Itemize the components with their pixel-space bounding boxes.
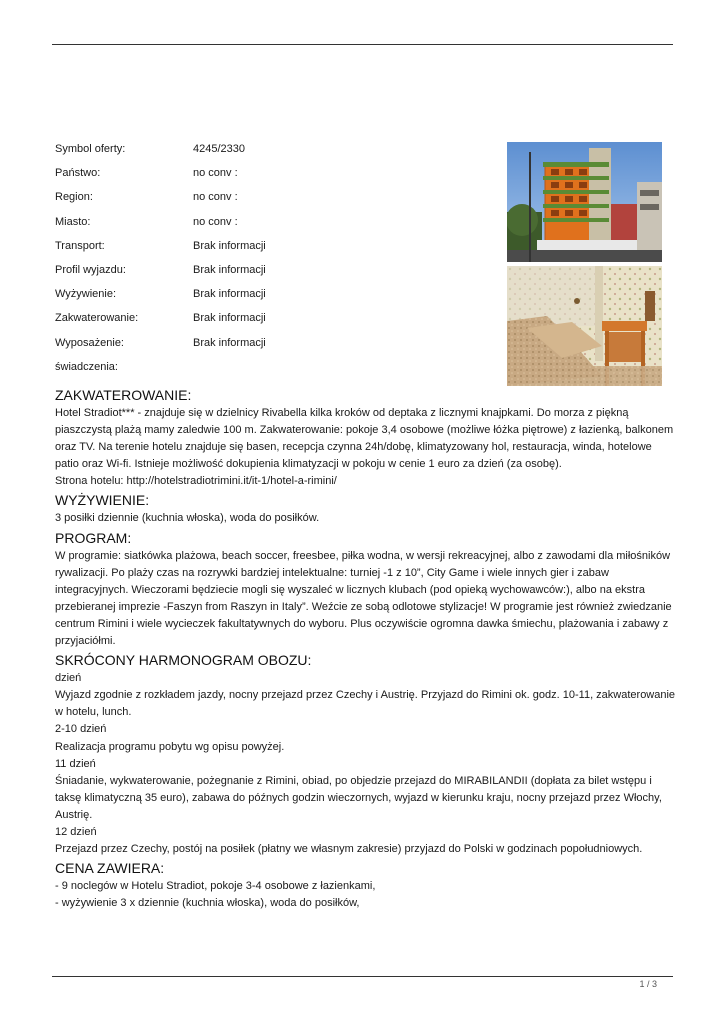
section-body	[55, 405, 680, 490]
section-heading: WYŻYWIENIE:	[55, 492, 150, 509]
hotel-exterior-photo	[507, 142, 662, 262]
text-line: taksę klimatyczną 35 euro), zabawa do późnych godzin wieczornych, wyjazd w kierunku kraju, nocny przejazd przez Włochy,	[55, 791, 662, 804]
offer-info-label: Transport:	[55, 239, 105, 252]
text-line: patio oraz Wi-fi. Istnieje możliwość dokupienia klimatyzacji w pokoju w cenie 1 euro za dzień (za osobę).	[55, 458, 562, 471]
offer-info-row	[55, 238, 475, 262]
offer-description	[55, 386, 680, 913]
text-line: 3 posiłki dziennie (kuchnia włoska), woda do posiłków.	[55, 512, 320, 525]
offer-info-value: no conv :	[193, 191, 238, 204]
text-line: rywalizacji. Po plaży czas na rozrywki bardziej intelektualne: turniej -1 z 10”, City Game i wiele innych gier i zabaw	[55, 566, 609, 579]
text-line: przyjaciółmi.	[55, 635, 116, 648]
text-line: Austrię.	[55, 808, 93, 821]
offer-info-value: Brak informacji	[193, 312, 266, 325]
offer-info-label: świadczenia:	[55, 360, 118, 373]
offer-info-row	[55, 141, 475, 165]
offer-info-row	[55, 310, 475, 334]
offer-info-value: Brak informacji	[193, 263, 266, 276]
text-line: 12 dzień	[55, 825, 97, 838]
page-number: 1 / 3	[639, 979, 657, 989]
section-heading: SKRÓCONY HARMONOGRAM OBOZU:	[55, 652, 312, 669]
section-price-includes	[55, 859, 680, 912]
text-line: przebieranej imprezie -Faszyn from Raszyn in Italy”. Weźcie ze sobą odlotowe stylizacje! W programie jest również zwiedzanie	[55, 600, 672, 613]
offer-info-row	[55, 165, 475, 189]
offer-info-row	[55, 262, 475, 286]
offer-info-label: Zakwaterowanie:	[55, 312, 139, 325]
text-line: Przejazd przez Czechy, postój na posiłek (płatny we własnym zakresie) przyjazd do Polski w godzinach popołudniowych.	[55, 843, 643, 856]
offer-info-value: no conv :	[193, 215, 238, 228]
text-line: - wyżywienie 3 x dziennie (kuchnia włoska), woda do posiłków,	[55, 897, 360, 910]
text-line: integracyjnych. Wieczorami będziecie mogli się wyszaleć w licznych klubach (pod opieką wychowawców:), albo na ekstra	[55, 583, 645, 596]
offer-info-row	[55, 359, 475, 383]
offer-info-label: Symbol oferty:	[55, 143, 126, 155]
text-line: Wyjazd zgodnie z rozkładem jazdy, nocny przejazd przez Czechy i Austrię. Przyjazd do Rimini ok. godz. 10-11, zakwaterowanie	[55, 689, 676, 702]
section-heading: CENA ZAWIERA:	[55, 860, 165, 877]
hotel-room-photo	[507, 266, 662, 386]
text-line: piaszczystą plażą mamy zaledwie 100 m. Zakwaterowanie: pokoje 3,4 osobowe (możliwe łóżka piętrowe) z łazienką, balkonem	[55, 424, 674, 437]
offer-info-value: Brak informacji	[193, 288, 266, 301]
offer-info-value: 4245/2330	[193, 143, 245, 155]
text-line: Śniadanie, wykwaterowanie, pożegnanie z Rimini, obiad, po objedzie przejazd do MIRABILANDII (dopłata za bilet wstępu i	[55, 774, 652, 787]
offer-info-label: Miasto:	[55, 215, 91, 228]
section-heading: ZAKWATEROWANIE:	[55, 387, 192, 403]
offer-info-value: Brak informacji	[193, 336, 266, 349]
offer-info-label: Region:	[55, 191, 93, 204]
text-line: w hotelu, lunch.	[55, 706, 132, 719]
text-line: 2-10 dzień	[55, 723, 107, 736]
offer-info-row	[55, 335, 475, 359]
offer-info-label: Profil wyjazdu:	[55, 263, 126, 276]
hotel-website-line[interactable]: Strona hotelu: http://hotelstradiotrimini.it/it-1/hotel-a-rimini/	[55, 475, 337, 488]
text-line: Hotel Stradiot*** - znajduje się w dzielnicy Rivabella kilka kroków od deptaka z licznymi knajpkami. Do morza z piękną	[55, 407, 629, 419]
text-line: Realizacja programu pobytu wg opisu powyżej.	[55, 740, 285, 753]
offer-info-label: Wyżywienie:	[55, 288, 117, 301]
section-schedule	[55, 651, 680, 858]
section-program	[55, 529, 680, 651]
offer-info-row	[55, 214, 475, 238]
footer-rule	[52, 976, 673, 977]
section-heading: PROGRAM:	[55, 529, 132, 546]
header-rule	[52, 44, 673, 45]
offer-info-value: no conv :	[193, 167, 238, 180]
text-line: oraz TV. Na terenie hotelu znajduje się basen, recepcja czynna 24h/dobę, klimatyzowany hol, restauracja, winda, hotelowe	[55, 441, 652, 454]
text-line: centrum Rimini i wiele wycieczek fakultatywnych do wyboru. Plus oczywiście ogromna dawka śmiechu, plażowania i zabawy z	[55, 617, 669, 630]
section-meals	[55, 491, 680, 527]
text-line: - 9 noclegów w Hotelu Stradiot, pokoje 3-4 osobowe z łazienkami,	[55, 880, 376, 893]
section-accommodation	[55, 386, 680, 490]
offer-info-value: Brak informacji	[193, 239, 266, 252]
offer-info-row	[55, 189, 475, 213]
offer-info-label: Wyposażenie:	[55, 336, 124, 349]
offer-info-table	[55, 141, 475, 383]
offer-info-row	[55, 286, 475, 310]
text-line: 11 dzień	[55, 757, 96, 770]
text-line: W programie: siatkówka plażowa, beach soccer, freesbee, piłka wodna, w wersji rekreacyjnej, albo z zawodami dla miłośników	[55, 549, 671, 562]
text-line: dzień	[55, 672, 82, 685]
offer-info-label: Państwo:	[55, 167, 101, 180]
